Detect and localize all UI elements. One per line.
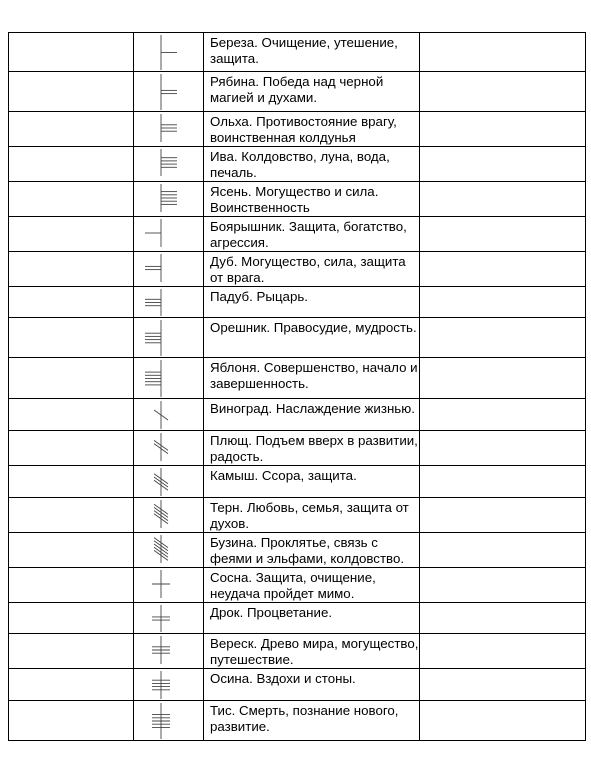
table-row — [9, 112, 586, 147]
tree-description: Осина. Вздохи и стоны. — [204, 669, 420, 701]
empty-cell-right — [420, 669, 586, 701]
tree-description: Ива. Колдовство, луна, вода, печаль. — [204, 147, 420, 182]
empty-cell-right — [420, 533, 586, 568]
empty-cell-right — [420, 318, 586, 358]
ogham-glyph-dub-icon — [134, 252, 204, 284]
table-row — [9, 252, 586, 287]
ogham-glyph-cell — [134, 252, 204, 287]
empty-cell-right — [420, 431, 586, 466]
table-row — [9, 182, 586, 217]
table-row — [9, 399, 586, 431]
ogham-glyph-cell — [134, 217, 204, 252]
table-row — [9, 669, 586, 701]
empty-cell-left — [9, 147, 134, 182]
table-row — [9, 33, 586, 72]
empty-cell-right — [420, 603, 586, 634]
table-row — [9, 568, 586, 603]
ogham-glyph-veresk-icon — [134, 634, 204, 666]
ogham-glyph-cell — [134, 147, 204, 182]
empty-cell-right — [420, 701, 586, 741]
ogham-glyph-berezka-icon — [134, 33, 204, 72]
ogham-glyph-cell — [134, 701, 204, 741]
empty-cell-right — [420, 358, 586, 399]
ogham-glyph-sosna-icon — [134, 568, 204, 600]
ogham-glyph-cell — [134, 33, 204, 72]
ogham-glyph-buzina-icon — [134, 533, 204, 565]
empty-cell-left — [9, 33, 134, 72]
ogham-glyph-ryabina-icon — [134, 72, 204, 112]
ogham-glyph-iva-icon — [134, 147, 204, 178]
ogham-glyph-padub-icon — [134, 287, 204, 318]
ogham-glyph-tern-icon — [134, 498, 204, 530]
empty-cell-right — [420, 634, 586, 669]
ogham-glyph-osina-icon — [134, 669, 204, 701]
empty-cell-left — [9, 287, 134, 318]
tree-description: Береза. Очищение, утешение, защита. — [204, 33, 420, 72]
tree-description: Орешник. Правосудие, мудрость. — [204, 318, 420, 358]
ogham-glyph-yasen-icon — [134, 182, 204, 214]
empty-cell-right — [420, 217, 586, 252]
ogham-glyph-cell — [134, 603, 204, 634]
empty-cell-right — [420, 33, 586, 72]
tree-description: Камыш. Ссора, защита. — [204, 466, 420, 498]
empty-cell-left — [9, 568, 134, 603]
empty-cell-left — [9, 182, 134, 217]
ogham-glyph-cell — [134, 287, 204, 318]
table-row — [9, 318, 586, 358]
ogham-glyph-plyushch-icon — [134, 431, 204, 463]
table-row — [9, 603, 586, 634]
ogham-glyph-cell — [134, 466, 204, 498]
empty-cell-left — [9, 217, 134, 252]
ogham-glyph-olha-icon — [134, 112, 204, 144]
table-row — [9, 358, 586, 399]
empty-cell-left — [9, 252, 134, 287]
tree-description: Яблоня. Совершенство, начало и завершенность. — [204, 358, 420, 399]
table-row — [9, 466, 586, 498]
empty-cell-left — [9, 669, 134, 701]
tree-description: Тис. Смерть, познание нового, развитие. — [204, 701, 420, 741]
tree-description: Терн. Любовь, семья, защита от духов. — [204, 498, 420, 533]
ogham-glyph-cell — [134, 498, 204, 533]
table-row — [9, 431, 586, 466]
empty-cell-right — [420, 147, 586, 182]
empty-cell-right — [420, 568, 586, 603]
ogham-glyph-cell — [134, 533, 204, 568]
tree-description: Сосна. Защита, очищение, неудача пройдет мимо. — [204, 568, 420, 603]
empty-cell-right — [420, 466, 586, 498]
empty-cell-right — [420, 399, 586, 431]
empty-cell-left — [9, 318, 134, 358]
tree-description: Дрок. Процветание. — [204, 603, 420, 634]
table-row — [9, 287, 586, 318]
ogham-glyph-boyaryshnik-icon — [134, 217, 204, 249]
ogham-glyph-cell — [134, 318, 204, 358]
ogham-glyph-kamysh-icon — [134, 466, 204, 498]
ogham-glyph-tis-icon — [134, 701, 204, 741]
empty-cell-right — [420, 182, 586, 217]
ogham-glyph-drok-icon — [134, 603, 204, 634]
empty-cell-left — [9, 72, 134, 112]
ogham-glyph-cell — [134, 112, 204, 147]
ogham-glyph-vinograd-icon — [134, 399, 204, 431]
table-row — [9, 147, 586, 182]
empty-cell-left — [9, 399, 134, 431]
ogham-glyph-cell — [134, 568, 204, 603]
ogham-table — [8, 32, 586, 741]
empty-cell-left — [9, 701, 134, 741]
ogham-glyph-cell — [134, 669, 204, 701]
table-row — [9, 701, 586, 741]
empty-cell-left — [9, 533, 134, 568]
table-row — [9, 498, 586, 533]
tree-description: Бузина. Проклятье, связь с феями и эльфами, колдовство. — [204, 533, 420, 568]
empty-cell-left — [9, 358, 134, 399]
empty-cell-right — [420, 252, 586, 287]
ogham-glyph-yablonya-icon — [134, 358, 204, 399]
empty-cell-right — [420, 112, 586, 147]
ogham-glyph-cell — [134, 634, 204, 669]
tree-description: Плющ. Подъем вверх в развитии, радость. — [204, 431, 420, 466]
empty-cell-left — [9, 112, 134, 147]
ogham-glyph-cell — [134, 358, 204, 399]
empty-cell-left — [9, 498, 134, 533]
ogham-glyph-oreshnik-icon — [134, 318, 204, 358]
table-row — [9, 533, 586, 568]
table-row — [9, 634, 586, 669]
tree-description: Ольха. Противостояние врагу, воинственная колдунья — [204, 112, 420, 147]
tree-description: Падуб. Рыцарь. — [204, 287, 420, 318]
empty-cell-right — [420, 287, 586, 318]
tree-description: Ясень. Могущество и сила. Воинственность — [204, 182, 420, 217]
ogham-glyph-cell — [134, 431, 204, 466]
tree-description: Вереск. Древо мира, могущество, путешествие. — [204, 634, 420, 669]
empty-cell-left — [9, 634, 134, 669]
tree-description: Виноград. Наслаждение жизнью. — [204, 399, 420, 431]
empty-cell-right — [420, 498, 586, 533]
ogham-glyph-cell — [134, 72, 204, 112]
tree-description: Дуб. Могущество, сила, защита от врага. — [204, 252, 420, 287]
tree-description: Рябина. Победа над черной магией и духами. — [204, 72, 420, 112]
tree-description: Боярышник. Защита, богатство, агрессия. — [204, 217, 420, 252]
empty-cell-left — [9, 603, 134, 634]
empty-cell-left — [9, 466, 134, 498]
empty-cell-left — [9, 431, 134, 466]
ogham-glyph-cell — [134, 182, 204, 217]
table-row — [9, 217, 586, 252]
empty-cell-right — [420, 72, 586, 112]
ogham-glyph-cell — [134, 399, 204, 431]
table-row — [9, 72, 586, 112]
